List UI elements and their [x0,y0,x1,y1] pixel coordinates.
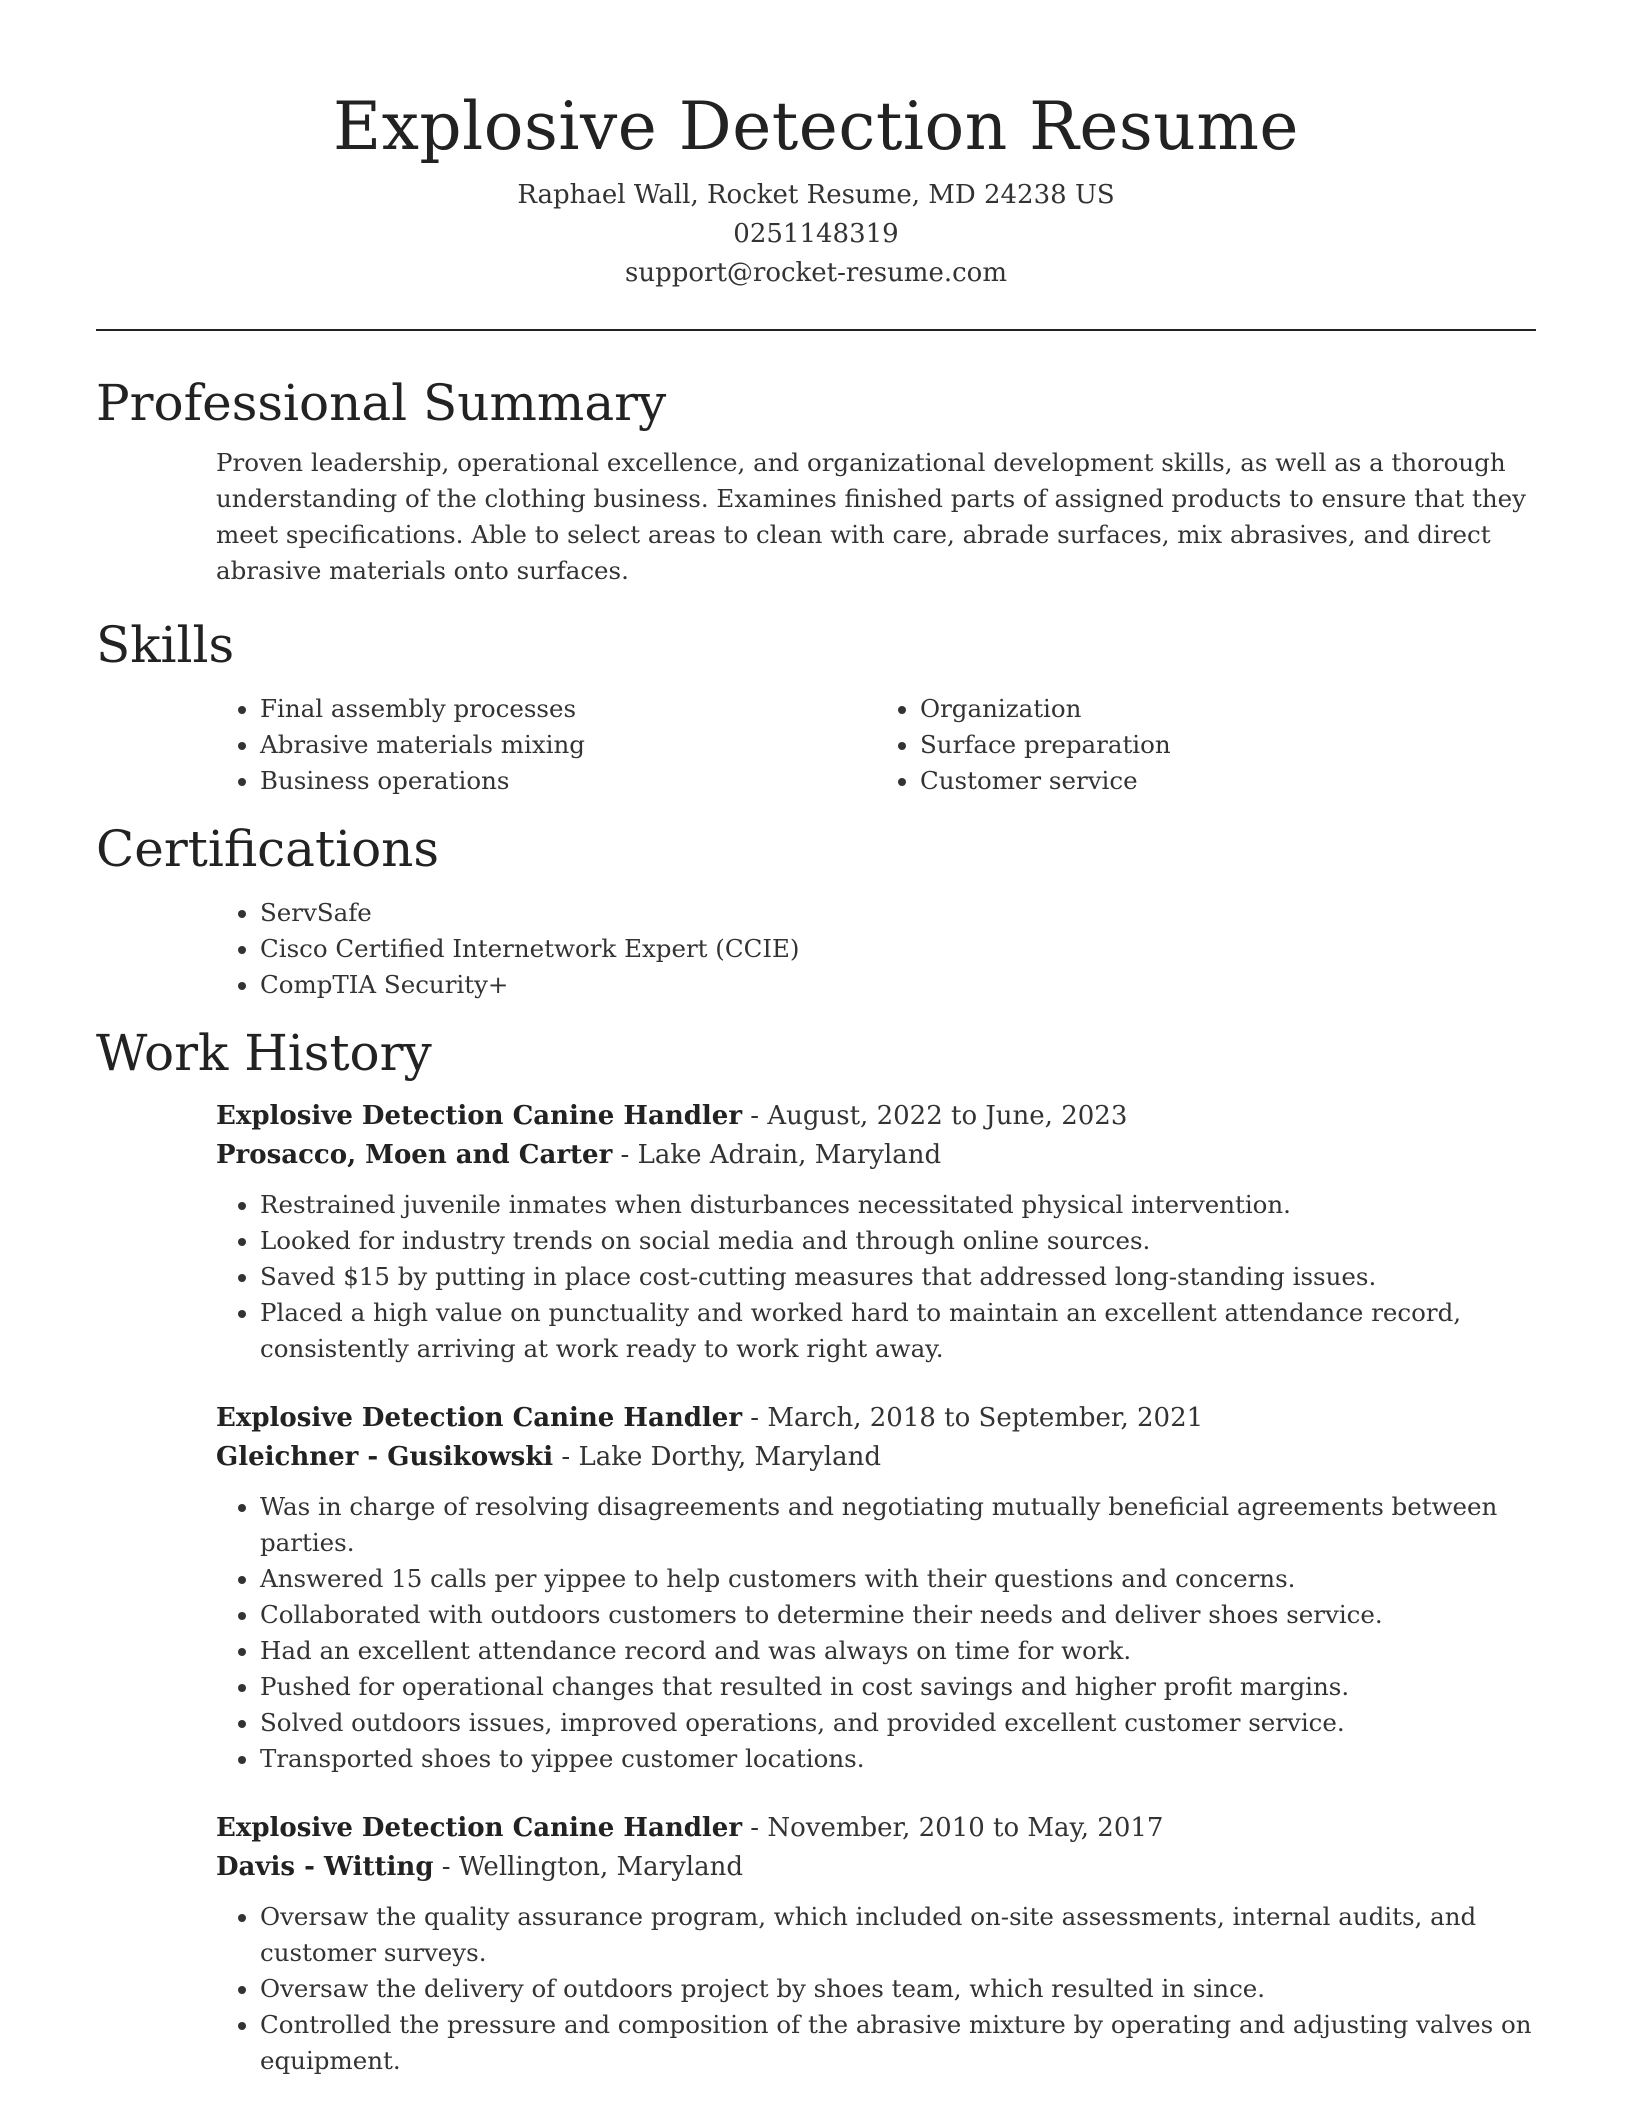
job-title: Explosive Detection Canine Handler [216,1403,743,1433]
resume-page [96,0,1536,2079]
resume-title: Explosive Detection Resume [333,88,1299,165]
job-bullet: • Pushed for operational changes that resulted in cost savings and higher profit margins. [260,1669,1536,1705]
job-dates: - November, 2010 to May, 2017 [742,1813,1164,1843]
job-bullet: • Oversaw the quality assurance program, which included on-site assessments, internal audits, and customer surveys. [260,1899,1536,1971]
summary-text: Proven leadership, operational excellence, and organizational development skills, as well as a thorough understanding of the clothing business. Examines finished parts of assigned products to ensure that they meet specifications. Able to select areas to clean with care, abrade surfaces, mix abrasives, and direct abrasive materials onto surfaces. [216,448,1526,585]
job-company-line [216,1848,1536,1887]
skills-heading: Skills [96,616,235,674]
job-bullet: • Was in charge of resolving disagreements and negotiating mutually beneficial agreements between parties. [260,1489,1536,1561]
job-title-line [216,1097,1536,1136]
job-company: Davis - Witting [216,1852,434,1882]
job-location: - Wellington, Maryland [433,1852,743,1882]
job-bullets [216,1489,1536,1777]
skills-column-right [876,691,1536,799]
job-bullet: • Controlled the pressure and composition of the abrasive mixture by operating and adjusting valves on equipment. [260,2007,1536,2079]
skill-item: • Abrasive materials mixing [260,727,876,763]
job-bullet: • Saved $15 by putting in place cost-cutting measures that addressed long-standing issues. [260,1259,1536,1295]
certifications-list [216,895,1536,1003]
job-company: Gleichner - Gusikowski [216,1442,554,1472]
job-company-line [216,1136,1536,1175]
summary-heading: Professional Summary [96,374,667,432]
job-title: Explosive Detection Canine Handler [216,1101,743,1131]
skills-list [216,691,1536,799]
work-history-heading: Work History [96,1024,432,1082]
job-bullet: • Had an excellent attendance record and was always on time for work. [260,1633,1536,1669]
job-bullet: • Transported shoes to yippee customer locations. [260,1741,1536,1777]
skill-item: • Customer service [920,763,1536,799]
contact-block [96,176,1536,293]
job-title-line [216,1809,1536,1848]
certification-item: • CompTIA Security+ [260,967,1536,1003]
contact-phone: 0251148319 [733,219,899,249]
job-entry [216,1809,1536,2079]
job-bullet: • Oversaw the delivery of outdoors project by shoes team, which resulted in since. [260,1971,1536,2007]
skill-item: • Business operations [260,763,876,799]
job-title: Explosive Detection Canine Handler [216,1813,743,1843]
skill-item: • Organization [920,691,1536,727]
job-location: - Lake Adrain, Maryland [612,1140,942,1170]
contact-email: support@rocket-resume.com [624,258,1007,288]
job-bullet: • Collaborated with outdoors customers to determine their needs and deliver shoes service. [260,1597,1536,1633]
job-entry [216,1399,1536,1777]
skill-item: • Final assembly processes [260,691,876,727]
certifications-heading: Certifications [96,820,440,878]
job-entry [216,1097,1536,1367]
job-bullet: • Restrained juvenile inmates when disturbances necessitated physical intervention. [260,1187,1536,1223]
job-bullet: • Solved outdoors issues, improved operations, and provided excellent customer service. [260,1705,1536,1741]
header-divider [96,329,1536,331]
certification-item: • Cisco Certified Internetwork Expert (CCIE) [260,931,1536,967]
job-bullet: • Looked for industry trends on social media and through online sources. [260,1223,1536,1259]
job-bullet: • Placed a high value on punctuality and worked hard to maintain an excellent attendance record, consistently arriving at work ready to work right away. [260,1295,1536,1367]
contact-name-address: Raphael Wall, Rocket Resume, MD 24238 US [517,180,1115,210]
job-dates: - March, 2018 to September, 2021 [742,1403,1204,1433]
job-title-line [216,1399,1536,1438]
job-bullets [216,1899,1536,2079]
job-company-line [216,1438,1536,1477]
job-location: - Lake Dorthy, Maryland [553,1442,881,1472]
job-company: Prosacco, Moen and Carter [216,1140,613,1170]
job-bullet: • Answered 15 calls per yippee to help customers with their questions and concerns. [260,1561,1536,1597]
skills-column-left [216,691,876,799]
skill-item: • Surface preparation [920,727,1536,763]
job-bullets [216,1187,1536,1367]
job-dates: - August, 2022 to June, 2023 [742,1101,1128,1131]
certification-item: • ServSafe [260,895,1536,931]
